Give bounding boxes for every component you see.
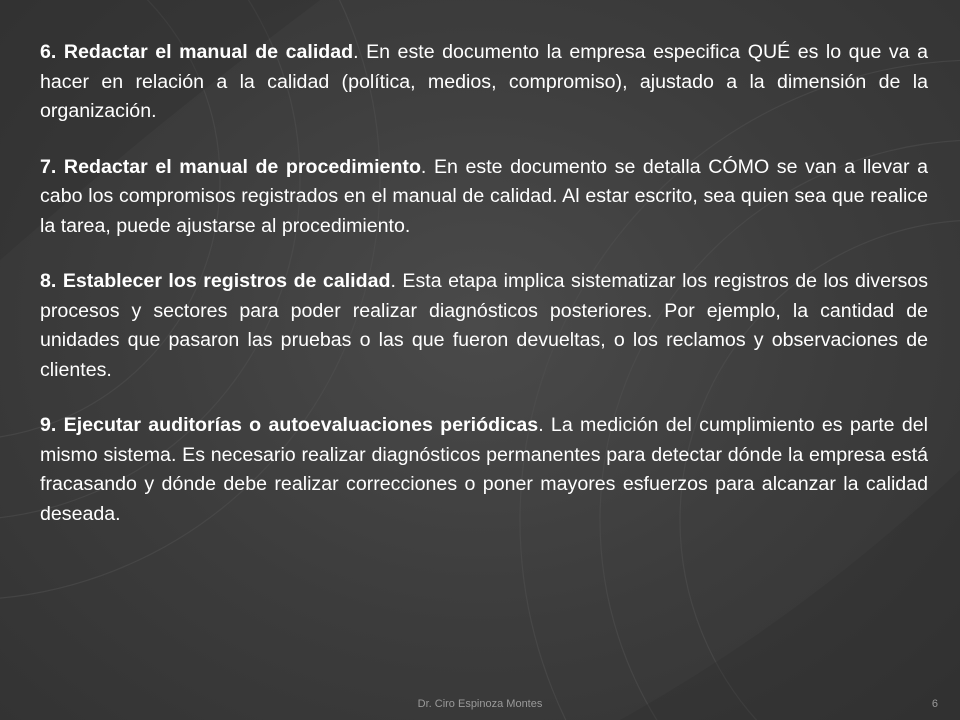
footer-author: Dr. Ciro Espinoza Montes [417,698,543,710]
footer-page-number: 6 [931,698,938,710]
paragraph-step-8 [40,267,928,385]
slide-body [40,38,928,555]
step-6-text: . En este documento la empresa especifica QUÉ es lo que va a hacer en relación a la calidad (política, medios, compromiso), ajustado a la dimensión de la organización. [40,41,928,122]
step-9-heading: 9. Ejecutar auditorías o autoevaluaciones periódicas [40,414,539,436]
paragraph-step-6 [40,38,928,127]
step-9-text: . La medición del cumplimiento es parte del mismo sistema. Es necesario realizar diagnósticos permanentes para detectar dónde la empresa está fracasando y dónde debe realizar correcciones o poner mayores esfuerzos para alcanzar la calidad deseada. [40,414,928,525]
step-7-heading: 7. Redactar el manual de procedimiento [40,155,421,178]
step-8-heading: 8. Establecer los registros de calidad [40,270,391,292]
paragraph-step-7 [40,153,928,242]
paragraph-step-9 [40,411,928,529]
step-7-text: . En este documento se detalla CÓMO se van a llevar a cabo los compromisos registrados en el manual de calidad. Al estar escrito, sea quien sea que realice la tarea, puede ajustarse al procedimiento. [40,155,929,237]
step-6-heading: 6. Redactar el manual de calidad [40,41,354,63]
step-8-text: . Esta etapa implica sistematizar los registros de los diversos procesos y sectores para poder realizar diagnósticos posteriores. Por ejemplo, la cantidad de unidades que pasaron las pruebas o las que fueron devueltas, o los reclamos y observaciones de clientes. [40,270,929,381]
